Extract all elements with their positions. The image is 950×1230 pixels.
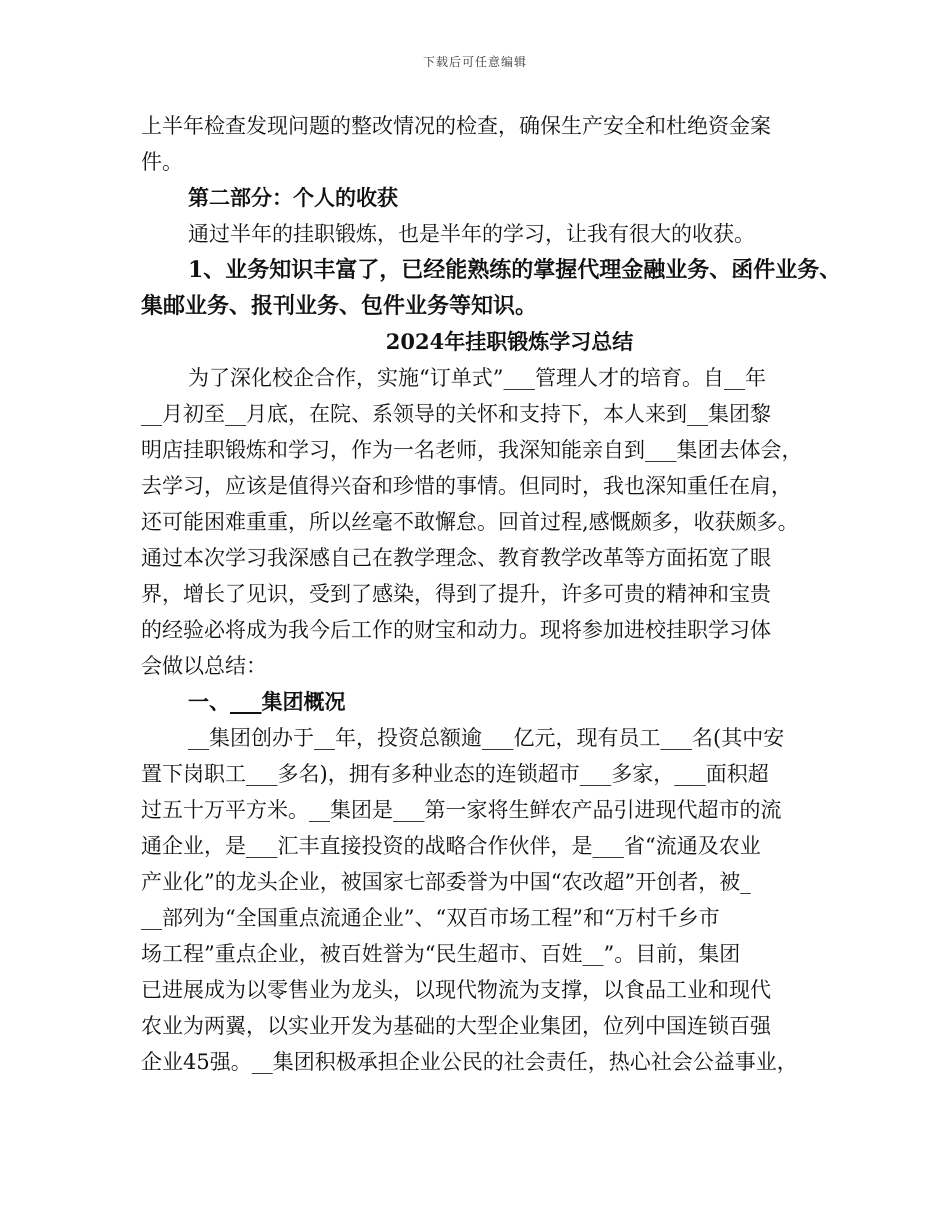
paragraph-line: 通企业，是___汇丰直接投资的战略合作伙伴，是___省“流通及农业 bbox=[141, 834, 761, 858]
paragraph-line: 上半年检查发现问题的整改情况的检查，确保生产安全和杜绝资金案 bbox=[141, 114, 771, 138]
paragraph-line: 去学习，应该是值得兴奋和珍惜的事情。但同时，我也深知重任在肩， bbox=[141, 474, 792, 498]
paragraph-line: 过五十万平方米。__集团是___第一家将生鲜农产品引进现代超市的流 bbox=[141, 798, 782, 822]
bold-paragraph-line: 集邮业务、报刊业务、包件业务等知识。 bbox=[141, 293, 538, 319]
paragraph-line: 场工程”重点企业，被百姓誉为“民生超市、百姓__”。目前，集团 bbox=[141, 942, 741, 966]
section-heading: 第二部分：个人的收获 bbox=[188, 185, 398, 210]
paragraph-line: 已进展成为以零售业为龙头，以现代物流为支撑，以食品工业和现代 bbox=[141, 978, 771, 1002]
section-heading: 一、___集团概况 bbox=[188, 689, 346, 714]
document-body bbox=[141, 108, 842, 1080]
paragraph-line: 还可能困难重重，所以丝毫不敢懈怠。回首过程,感慨颇多，收获颇多。 bbox=[141, 510, 799, 534]
paragraph-line: 企业45强。__集团积极承担企业公民的社会责任，热心社会公益事业， bbox=[141, 1050, 798, 1074]
paragraph-line: 置下岗职工___多名)，拥有多种业态的连锁超市___多家，___面积超 bbox=[141, 762, 769, 786]
paragraph-line: 为了深化校企合作，实施“订单式”___管理人才的培育。自__年 bbox=[188, 366, 766, 390]
paragraph-line: __集团创办于__年，投资总额逾___亿元，现有员工___名(其中安 bbox=[188, 726, 785, 750]
bold-paragraph-line: 1、业务知识丰富了，已经能熟练的掌握代理金融业务、函件业务、 bbox=[188, 257, 842, 283]
paragraph-line: __月初至__月底，在院、系领导的关怀和支持下，本人来到__集团黎 bbox=[141, 402, 771, 426]
paragraph-line: 通过半年的挂职锻炼，也是半年的学习，让我有很大的收获。 bbox=[188, 222, 755, 246]
header-note: 下载后可任意编辑 bbox=[422, 55, 527, 69]
paragraph-line: 的经验必将成为我今后工作的财宝和动力。现将参加进校挂职学习体 bbox=[141, 618, 771, 642]
paragraph-line: 件。 bbox=[141, 150, 183, 174]
paragraph-line: 产业化”的龙头企业，被国家七部委誉为中国“农改超”开创者，被_ bbox=[141, 870, 751, 894]
paragraph-line: __部列为“全国重点流通企业”、“双百市场工程”和“万村千乡市 bbox=[141, 906, 720, 930]
paragraph-line: 明店挂职锻炼和学习，作为一名老师，我深知能亲自到___集团去体会， bbox=[141, 438, 803, 462]
document-title: 2024年挂职锻炼学习总结 bbox=[385, 329, 634, 354]
paragraph-line: 农业为两翼，以实业开发为基础的大型企业集团，位列中国连锁百强 bbox=[141, 1014, 771, 1038]
paragraph-line: 会做以总结： bbox=[141, 654, 267, 678]
paragraph-line: 通过本次学习我深感自己在教学理念、教育教学改革等方面拓宽了眼 bbox=[141, 546, 771, 570]
paragraph-line: 界，增长了见识，受到了感染，得到了提升，许多可贵的精神和宝贵 bbox=[141, 582, 771, 606]
